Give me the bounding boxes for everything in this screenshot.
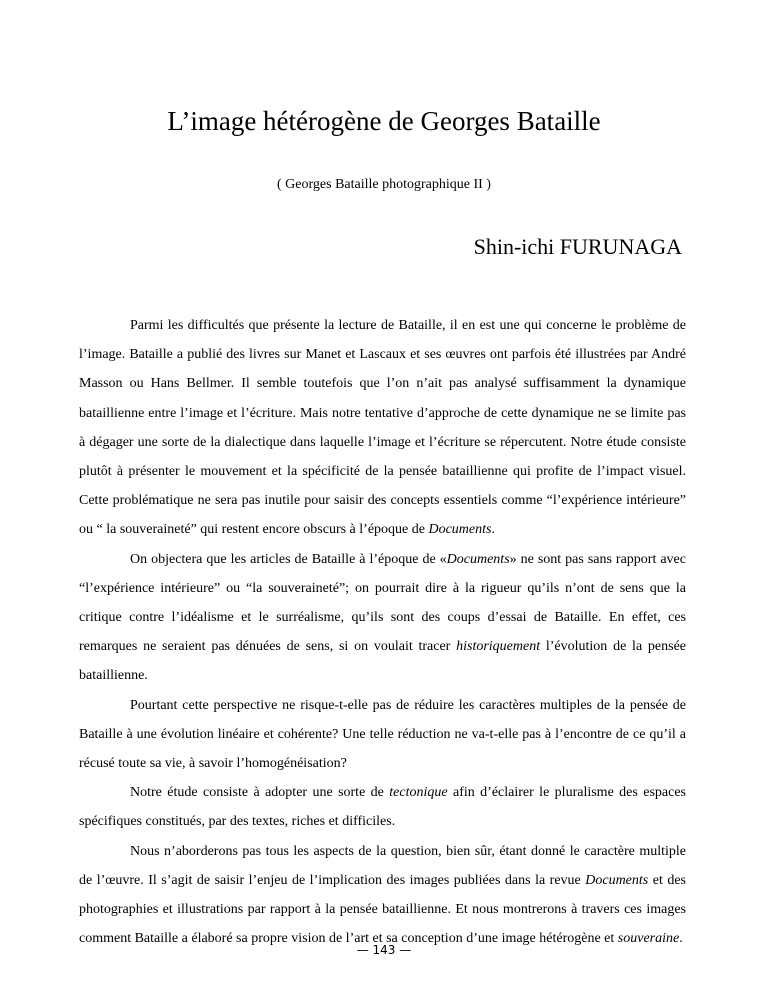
emphasis-text: Documents bbox=[585, 872, 649, 888]
emphasis-text: historiquement bbox=[456, 639, 541, 655]
emphasis-text: souveraine bbox=[617, 931, 680, 947]
paragraph-text: Pourtant cette perspective ne risque-t-elle pas de réduire les caractères multiples de la pensée de Bataille à une évolution linéaire et cohérente? Une telle réduction ne va-t-elle pas à l’encontre de ce qu’il a récusé toute sa vie, à savoir l’homogénéisation? bbox=[79, 697, 686, 772]
emphasis-text: Documents bbox=[428, 522, 492, 538]
emphasis-text: Documents bbox=[446, 551, 510, 567]
article-title: L’image hétérogène de Georges Bataille bbox=[167, 106, 601, 136]
emphasis-text: tectonique bbox=[389, 785, 448, 801]
body-paragraph bbox=[79, 691, 686, 779]
paragraph-text: l’évolution de la pensée bataillienne. bbox=[79, 639, 687, 684]
author-name: Shin-ichi FURUNAGA bbox=[473, 234, 682, 259]
paragraph-text: Parmi les difficultés que présente la lecture de Bataille, il en est une qui concerne le problème de l’image. Bataille a publié des livres sur Manet et Lascaux et ses œuvres ont parfois été illustrées par André Masson ou Hans Bellmer. Il semble toutefois que l’on n’ait pas analysé suffisamment la dynamique bataillienne entre l’image et l’écriture. Mais notre tentative d’approche de cette dynamique ne se limite pas à dégager une sorte de la dialectique dans laquelle l’image et l’écriture se répercutent. Notre étude consiste plutôt à présenter le mouvement et la spécificité de la pensée bataillienne qui profite de l’impact visuel. Cette problématique ne sera pas inutile pour saisir des concepts essentiels comme “l’expérience intérieure” ou “ la souveraineté” qui restent encore obscurs à l’époque de bbox=[79, 318, 686, 538]
paragraph-text: afin d’éclairer le pluralisme des espaces spécifiques constitués, par des textes, riches et difficiles. bbox=[79, 785, 686, 830]
body-paragraph bbox=[79, 778, 686, 836]
paragraph-text: . bbox=[679, 931, 683, 947]
paragraph-text: . bbox=[491, 522, 495, 538]
paragraph-text: Notre étude consiste à adopter une sorte de bbox=[130, 785, 390, 801]
paragraph-text: On objectera que les articles de Bataille à l’époque de « bbox=[130, 551, 447, 567]
paragraph-text: » ne sont pas sans rapport avec “l’expérience intérieure” ou “la souveraineté”; on pourrait dire à la rigueur qu’ils n’ont de sens que la critique contre l’idéalisme et le surréalisme, qu’ils sont des coups d’essai de Bataille. En effet, ces remarques ne seraient pas dénuées de sens, si on voulait tracer bbox=[79, 551, 686, 655]
body-paragraph bbox=[79, 545, 686, 691]
body-paragraph bbox=[79, 837, 686, 954]
article-subtitle: ( Georges Bataille photographique II ) bbox=[277, 177, 491, 192]
page-number: — 143 — bbox=[356, 943, 412, 957]
article-body bbox=[79, 311, 686, 953]
body-paragraph bbox=[79, 311, 686, 545]
paragraph-text: et des photographies et illustrations par rapport à la pensée bataillienne. Et nous montrerons à travers ces images comment Bataille a élaboré sa propre vision de l’art et sa conception d’une image hétérogène et bbox=[79, 872, 686, 947]
paragraph-text: Nous n’aborderons pas tous les aspects de la question, bien sûr, étant donné le caractère multiple de l’œuvre. Il s’agit de saisir l’enjeu de l’implication des images publiées dans la revue bbox=[79, 843, 686, 888]
